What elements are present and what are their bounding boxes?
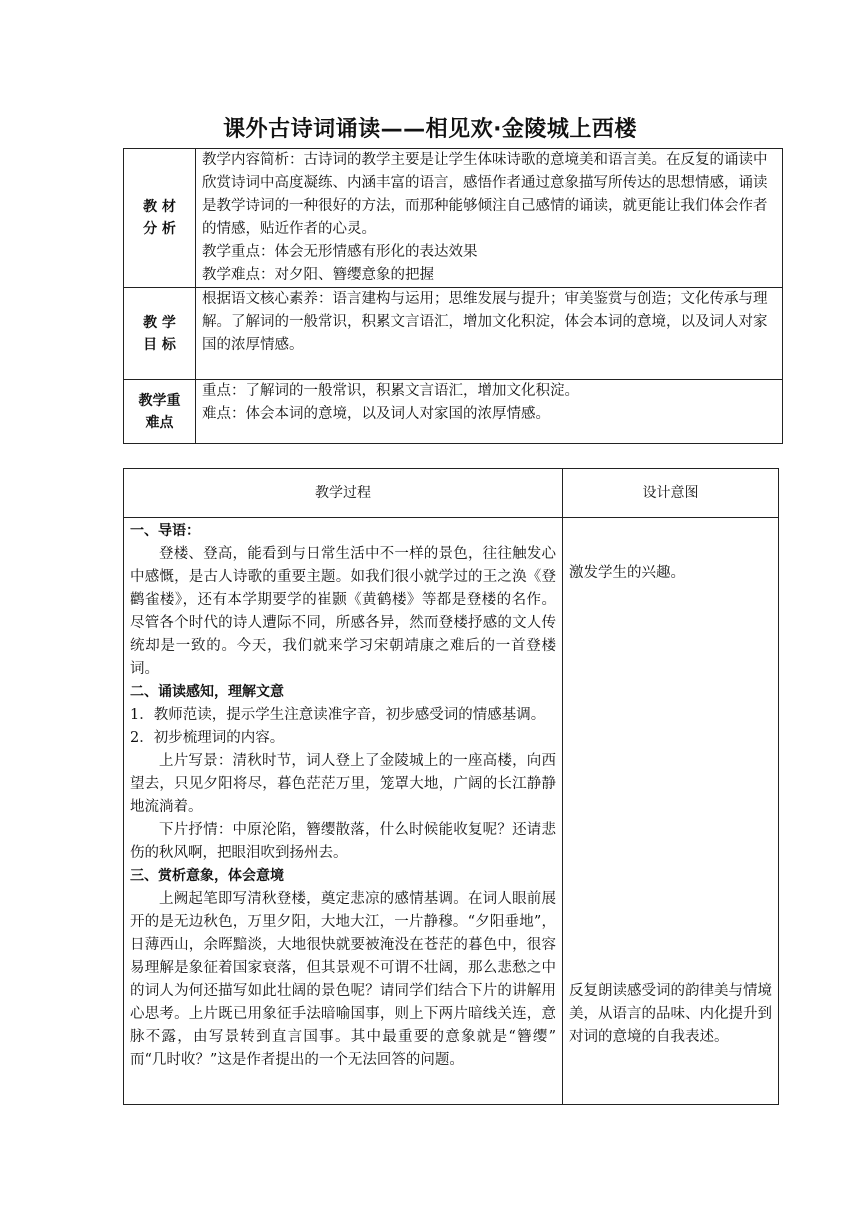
section-imagery-text: 上阙起笔即写清秋登楼，奠定悲凉的感情基调。在词人眼前展开的是无边秋色，万里夕阳，大地大江，一片静穆。“夕阳垂地”，日薄西山，余晖黯淡，大地很快就要被淹没在苍茫的暮色中，很容易理解是象征着国家衰落，但其景观不可谓不壮阔，那么悲愁之中的词人为何还描写如此壮阔的景色呢？请同学们结合下片的讲解用心思考。上片既已用象征手法暗喻国事，则上下两片暗线关连，意脉不露，由写景转到直言国事。其中最重要的意象就是“簪缨” 而“几时收？”这是作者提出的一个无法回答的问题。	[130, 891, 556, 1068]
objectives-content	[196, 288, 783, 380]
section-imagery-title: 三、赏析意象，体会意境	[130, 868, 284, 884]
lesson-overview-table	[123, 148, 783, 444]
upper-stanza-summary: 上片写景：清秋时节，词人登上了金陵城上的一座高楼，向西望去，只见夕阳将尽，暮色茫茫万里，笼罩大地，广阔的长江静静地流淌着。	[130, 753, 556, 815]
intent-column-header: 设计意图	[563, 469, 779, 518]
analysis-header	[124, 149, 196, 288]
reading-step-1: 1．教师范读，提示学生注意读准字音，初步感受词的情感基调。	[130, 707, 546, 723]
process-content	[124, 518, 563, 1105]
objectives-text: 根据语文核心素养：语言建构与运用；思维发展与提升；审美鉴赏与创造；文化传承与理解。了解词的一般常识，积累文言语汇，增加文化积淀，体会本词的意境，以及词人对家国的浓厚情感。	[202, 291, 768, 353]
section-intro-title: 一、导语：	[130, 523, 200, 539]
analysis-header-line1: 教 材	[143, 199, 176, 215]
key-points-header-line2: 难点	[145, 414, 174, 431]
key-points-header-line1: 教学重	[138, 392, 181, 409]
analysis-summary: 教学内容简析：古诗词的教学主要是让学生体味诗歌的意境美和语言美。在反复的诵读中欣赏诗词中高度凝练、内涵丰富的语言，感悟作者通过意象描写所传达的思想情感，诵读是教学诗词的一种很好的方法，而那种能够倾注自己感情的诵读，就更能让我们体会作者的情感，贴近作者的心灵。	[202, 152, 768, 237]
page-title: 课外古诗词诵读——相见欢·金陵城上西楼	[223, 117, 637, 142]
reading-step-2: 2．初步梳理词的内容。	[130, 730, 285, 746]
lower-stanza-summary: 下片抒情：中原沦陷，簪缨散落，什么时候能收复呢？还请悲伤的秋风啊，把眼泪吹到扬州去。	[130, 822, 556, 861]
key-point-line: 重点：了解词的一般常识，积累文言语汇，增加文化积淀。	[202, 383, 579, 399]
analysis-key-point: 教学重点：体会无形情感有形化的表达效果	[202, 244, 478, 260]
key-points-header	[124, 380, 196, 444]
objectives-header	[124, 288, 196, 380]
analysis-content	[196, 149, 783, 288]
process-column-header: 教学过程	[124, 469, 563, 518]
teaching-process-table	[123, 468, 779, 1105]
analysis-header-line2: 分 析	[143, 221, 176, 237]
intent-content	[563, 518, 779, 1105]
section-reading-title: 二、诵读感知，理解文意	[130, 684, 284, 700]
intent-reading: 反复朗读感受词的韵律美与情境美，从语言的品味、内化提升到对词的意境的自我表述。	[569, 983, 772, 1045]
analysis-difficulty: 教学难点：对夕阳、簪缨意象的把握	[202, 267, 434, 283]
objectives-header-line2: 目 标	[143, 336, 176, 353]
section-intro-text: 登楼、登高，能看到与日常生活中不一样的景色，往往触发心中感慨，是古人诗歌的重要主题。如我们很小就学过的王之涣《登鹳雀楼》，还有本学期要学的崔颢《黄鹤楼》等都是登楼的名作。尽管各个时代的诗人遭际不同，所感各异，然而登楼抒感的文人传统却是一致的。今天，我们就来学习宋朝靖康之难后的一首登楼词。	[130, 546, 556, 677]
key-points-content	[196, 380, 783, 444]
difficulty-line: 难点：体会本词的意境，以及词人对家国的浓厚情感。	[202, 406, 550, 422]
objectives-header-line1: 教 学	[143, 314, 176, 331]
intent-intro: 激发学生的兴趣。	[569, 565, 685, 581]
